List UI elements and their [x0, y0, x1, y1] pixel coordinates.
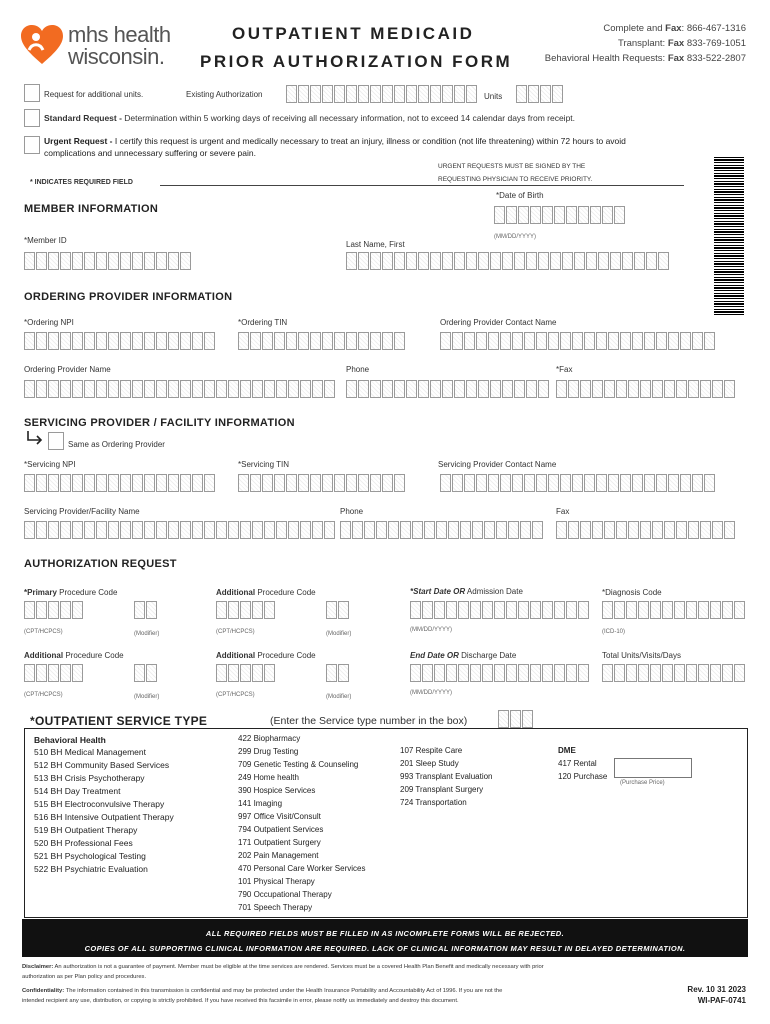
additional-procedure-label-1: Additional Procedure Code [216, 588, 316, 597]
ordering-phone-input[interactable] [346, 380, 549, 398]
standard-request-checkbox[interactable] [24, 109, 40, 127]
logo-text-line2: wisconsin. [68, 44, 165, 69]
list-item: 512 BH Community Based Services [34, 760, 170, 770]
dob-label: *Date of Birth [496, 191, 544, 200]
required-field-note: * INDICATES REQUIRED FIELD [30, 179, 133, 186]
purchase-price-hint: (Purchase Price) [620, 780, 665, 786]
end-date-hint: (MM/DD/YYYY) [410, 690, 452, 696]
member-info-heading: MEMBER INFORMATION [24, 203, 159, 215]
ordering-provider-heading: ORDERING PROVIDER INFORMATION [24, 291, 233, 303]
signature-line[interactable] [160, 185, 684, 186]
list-item: 794 Outpatient Services [238, 825, 324, 834]
list-item: 510 BH Medical Management [34, 747, 146, 757]
same-as-ordering-checkbox[interactable] [48, 432, 64, 450]
list-item: 513 BH Crisis Psychotherapy [34, 773, 145, 783]
primary-modifier-hint: (Modifier) [134, 631, 160, 637]
additional-cpt-input-3[interactable] [216, 664, 275, 682]
list-item: 107 Respite Care [400, 746, 463, 755]
list-item: 516 BH Intensive Outpatient Therapy [34, 812, 174, 822]
existing-auth-label: Existing Authorization [186, 90, 263, 99]
member-name-input[interactable] [346, 252, 669, 270]
purchase-price-input[interactable] [614, 758, 692, 778]
bh-heading: Behavioral Health [34, 735, 106, 745]
revision-date: Rev. 10 31 2023 [687, 985, 746, 994]
servicing-phone-label: Phone [340, 507, 364, 516]
list-item: 201 Sleep Study [400, 759, 459, 768]
units-label: Units [484, 92, 503, 101]
bh-list [34, 746, 174, 876]
service-type-instruction: (Enter the Service type number in the box) [270, 715, 468, 727]
service-type-input[interactable] [498, 710, 533, 728]
servicing-fax-label: Fax [556, 507, 570, 516]
ordering-tin-label: *Ordering TIN [238, 318, 288, 327]
list-item: 299 Drug Testing [238, 747, 299, 756]
member-id-input[interactable] [24, 252, 191, 270]
disclaimer: Disclaimer: An authorization is not a guarantee of payment. Member must be eligible at the time services are rendered. Services must be a covered Health Plan Benefit and medically necessary with prior authorization as per Plan policy and procedures. Confidentiality: The information contained in this transmission is confidential and may be protected under the Health Insurance Portability and Accountability Act of 1996. If you are not the intended recipient any use, distribution, or copying is strictly prohibited. If you have received this facsimile in error, please notify us immediately and destroy this document. [22, 964, 544, 1004]
additional-cpt-hint-1: (CPT/HCPCS) [216, 629, 255, 635]
list-item: 470 Personal Care Worker Services [238, 864, 366, 873]
ordering-fax-input[interactable] [556, 380, 735, 398]
additional-procedure-label-3: Additional Procedure Code [216, 651, 316, 660]
dob-format: (MM/DD/YYYY) [494, 234, 536, 240]
form-id: WI-PAF-0741 [697, 996, 746, 1005]
list-item: 249 Home health [238, 773, 299, 782]
additional-units-label: Request for additional units. [44, 90, 144, 99]
same-as-ordering-label: Same as Ordering Provider [68, 440, 165, 449]
contact-behavioral: Behavioral Health Requests: Fax 833-522-2807 [544, 53, 746, 64]
list-item: 997 Office Visit/Consult [238, 812, 321, 821]
additional-cpt-input-1[interactable] [216, 601, 275, 619]
standard-request-text: Standard Request - Determination within 5 working days of receiving all necessary information, not to exceed 14 calendar days from receipt. [44, 113, 576, 123]
dob-input[interactable] [494, 206, 625, 224]
diagnosis-hint: (ICD-10) [602, 629, 626, 635]
urgent-note: URGENT REQUESTS MUST BE SIGNED BY THE REQUESTING PHYSICIAN TO RECEIVE PRIORITY. [438, 163, 593, 183]
servicing-fax-input[interactable] [556, 521, 735, 539]
service-type-heading: *OUTPATIENT SERVICE TYPE [30, 714, 213, 728]
contact-complete: Complete and Fax: 866-467-1316 [603, 23, 746, 34]
ordering-phone-label: Phone [346, 365, 370, 374]
servicing-npi-input[interactable] [24, 474, 215, 492]
list-item: 724 Transportation [400, 798, 467, 807]
list-item: 701 Speech Therapy [238, 903, 313, 912]
form-title-line2: PRIOR AUTHORIZATION FORM [200, 52, 513, 71]
ordering-name-input[interactable] [24, 380, 335, 398]
arrow-return-icon [26, 431, 44, 445]
servicing-tin-input[interactable] [238, 474, 405, 492]
list-item: 202 Pain Management [238, 851, 319, 860]
footer-warning-line2: COPIES OF ALL SUPPORTING CLINICAL INFORMATION ARE REQUIRED. LACK OF CLINICAL INFORMATION MAY RESULT IN DELAYED DETERMINATION. [84, 944, 686, 953]
urgent-request-checkbox[interactable] [24, 136, 40, 154]
servicing-provider-heading: SERVICING PROVIDER / FACILITY INFORMATION [24, 417, 295, 429]
additional-modifier-hint-1: (Modifier) [326, 631, 352, 637]
primary-modifier-input[interactable] [134, 601, 157, 619]
list-item: 141 Imaging [238, 799, 283, 808]
last-first-label: Last Name, First [346, 240, 405, 249]
servicing-contact-input[interactable] [440, 474, 715, 492]
primary-cpt-hint: (CPT/HCPCS) [24, 629, 63, 635]
list-item: 120 Purchase [558, 772, 608, 781]
additional-cpt-hint-2: (CPT/HCPCS) [24, 692, 63, 698]
ordering-contact-input[interactable] [440, 332, 715, 350]
list-item: 790 Occupational Therapy [238, 890, 332, 899]
footer-warning-line1: ALL REQUIRED FIELDS MUST BE FILLED IN AS INCOMPLETE FORMS WILL BE REJECTED. [205, 929, 565, 938]
footer-warning-bar [22, 919, 748, 957]
dme-list [558, 757, 607, 783]
additional-modifier-hint-2: (Modifier) [134, 694, 160, 700]
additional-modifier-input-2[interactable] [134, 664, 157, 682]
list-item: 514 BH Day Treatment [34, 786, 121, 796]
additional-modifier-input-1[interactable] [326, 601, 349, 619]
servicing-tin-label: *Servicing TIN [238, 460, 289, 469]
list-item: 515 BH Electroconvulsive Therapy [34, 799, 165, 809]
list-item: 519 BH Outpatient Therapy [34, 825, 138, 835]
total-units-input[interactable] [602, 664, 745, 682]
total-units-label: Total Units/Visits/Days [602, 651, 681, 660]
list-item: 521 BH Psychological Testing [34, 851, 146, 861]
logo [20, 22, 180, 72]
start-date-hint: (MM/DD/YYYY) [410, 627, 452, 633]
units-input[interactable] [516, 85, 563, 103]
heart-logo-icon [20, 24, 64, 66]
list-item: 993 Transplant Evaluation [400, 772, 493, 781]
list-item: 417 Rental [558, 759, 597, 768]
contact-transplant: Transplant: Fax 833-769-1051 [618, 38, 746, 49]
additional-procedure-label-2: Additional Procedure Code [24, 651, 124, 660]
list-item: 422 Biopharmacy [238, 734, 301, 743]
list-item: 520 BH Professional Fees [34, 838, 133, 848]
service-list-col2 [238, 732, 365, 914]
revision-info [687, 984, 746, 1006]
servicing-npi-label: *Servicing NPI [24, 460, 76, 469]
diagnosis-code-input[interactable] [602, 601, 745, 619]
list-item: 709 Genetic Testing & Counseling [238, 760, 359, 769]
additional-modifier-input-3[interactable] [326, 664, 349, 682]
form-title-line1: OUTPATIENT MEDICAID [232, 24, 475, 43]
existing-auth-input[interactable] [286, 85, 477, 103]
primary-cpt-input[interactable] [24, 601, 83, 619]
list-item: 390 Hospice Services [238, 786, 316, 795]
additional-modifier-hint-3: (Modifier) [326, 694, 352, 700]
start-date-input[interactable] [410, 601, 589, 619]
end-date-input[interactable] [410, 664, 589, 682]
list-item: 101 Physical Therapy [238, 877, 315, 886]
additional-cpt-input-2[interactable] [24, 664, 83, 682]
servicing-phone-input[interactable] [340, 521, 543, 539]
additional-units-checkbox[interactable] [24, 84, 40, 102]
list-item: 171 Outpatient Surgery [238, 838, 321, 847]
list-item: 522 BH Psychiatric Evaluation [34, 864, 148, 874]
logo-text-line1: mhs health [68, 22, 171, 47]
servicing-name-input[interactable] [24, 521, 335, 539]
start-date-label: *Start Date OR Admission Date [410, 587, 523, 596]
primary-procedure-label: *Primary Procedure Code [24, 588, 118, 597]
contact-info [545, 21, 746, 66]
list-item: 209 Transplant Surgery [400, 785, 484, 794]
dme-heading: DME [558, 746, 576, 755]
authorization-heading: AUTHORIZATION REQUEST [24, 558, 177, 570]
servicing-contact-label: Servicing Provider Contact Name [438, 460, 557, 469]
end-date-label: End Date OR Discharge Date [410, 651, 517, 660]
ordering-contact-label: Ordering Provider Contact Name [440, 318, 557, 327]
ordering-npi-input[interactable] [24, 332, 215, 350]
service-list-col3 [400, 744, 493, 809]
servicing-name-label: Servicing Provider/Facility Name [24, 507, 140, 516]
ordering-npi-label: *Ordering NPI [24, 318, 74, 327]
diagnosis-code-label: *Diagnosis Code [602, 588, 662, 597]
barcode [714, 157, 744, 317]
ordering-tin-input[interactable] [238, 332, 405, 350]
urgent-request-text: Urgent Request - I certify this request is urgent and medically necessary to treat an injury, illness or condition (not life threatening) within 72 hours to avoid complications and unnecessary suffering or severe pain. [44, 136, 626, 158]
ordering-fax-label: *Fax [556, 365, 573, 374]
ordering-name-label: Ordering Provider Name [24, 365, 111, 374]
member-id-label: *Member ID [24, 236, 67, 245]
additional-cpt-hint-3: (CPT/HCPCS) [216, 692, 255, 698]
